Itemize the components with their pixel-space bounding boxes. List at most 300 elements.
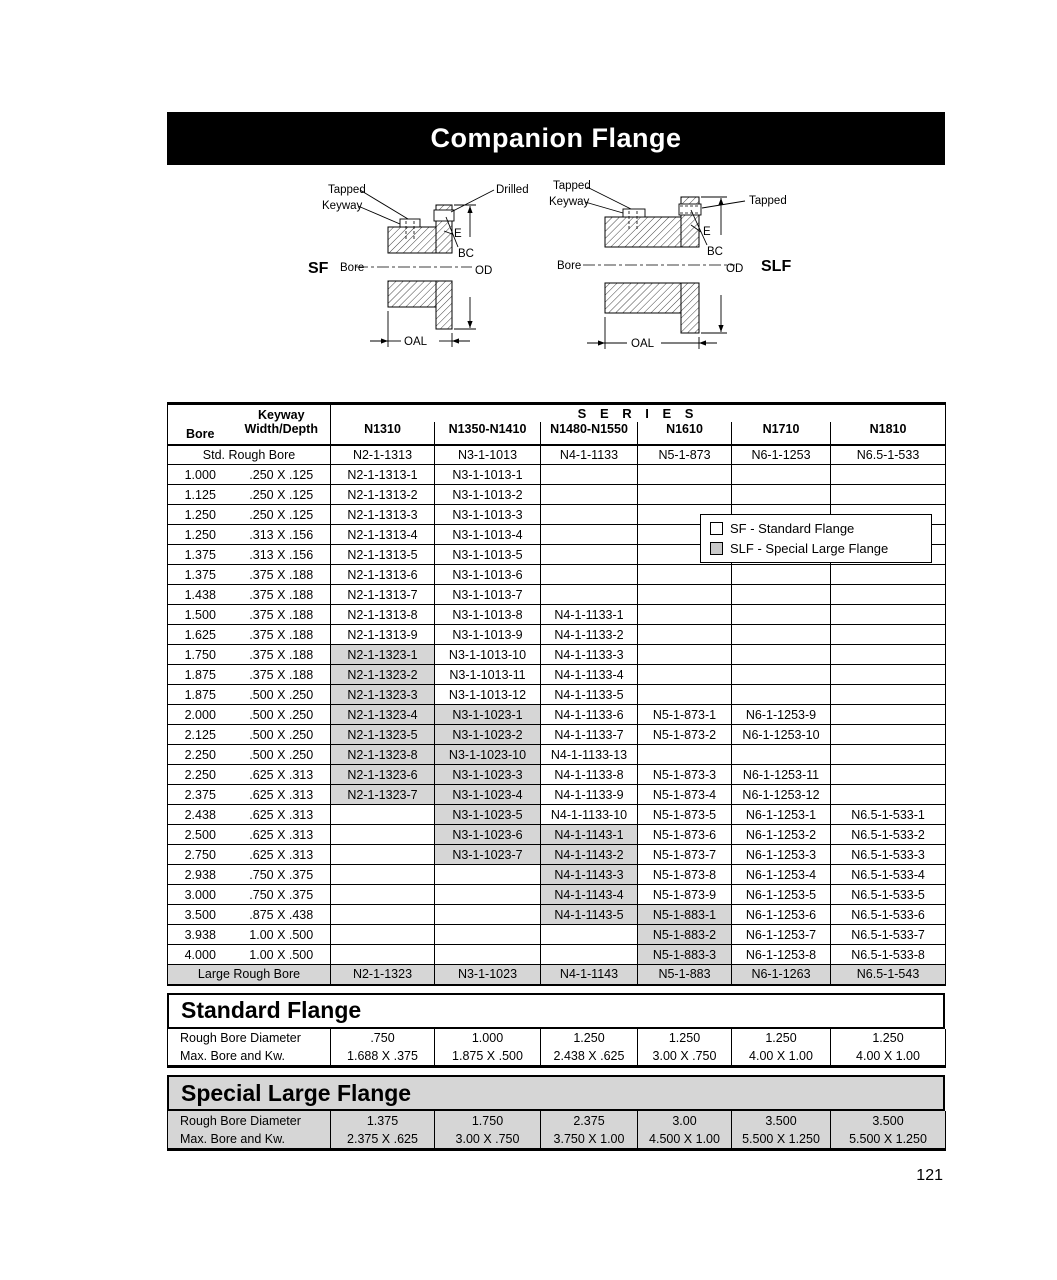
slf-keyway-label: Keyway xyxy=(549,196,590,208)
flange-value-cell: 2.438 X .625 xyxy=(541,1048,638,1067)
part-cell xyxy=(831,765,946,785)
column-names-row xyxy=(168,422,946,445)
part-cell: N4-1-1133-3 xyxy=(541,645,638,665)
sf-hub-section xyxy=(388,281,436,307)
series-col-header: N1810 xyxy=(831,422,946,445)
flange-value-cell: 3.00 X .750 xyxy=(435,1130,541,1149)
bore-cell: 2.125 xyxy=(168,725,233,745)
sf-name-label: SF xyxy=(308,260,329,277)
series-header-row xyxy=(168,404,946,422)
part-cell: N3-1-1023-1 xyxy=(435,705,541,725)
part-cell xyxy=(732,585,831,605)
part-cell xyxy=(732,565,831,585)
table-row xyxy=(168,685,946,705)
part-cell: N2-1-1323-7 xyxy=(331,785,435,805)
part-cell: N5-1-883-3 xyxy=(638,945,732,965)
part-cell: N3-1-1013-5 xyxy=(435,545,541,565)
part-cell: N2-1-1313 xyxy=(331,445,435,465)
part-cell: N6.5-1-533-6 xyxy=(831,905,946,925)
part-cell xyxy=(638,645,732,665)
part-cell: N4-1-1143-5 xyxy=(541,905,638,925)
part-cell: N6.5-1-533 xyxy=(831,445,946,465)
part-cell xyxy=(732,625,831,645)
part-cell xyxy=(732,605,831,625)
flange-value-cell: 1.000 xyxy=(435,1029,541,1048)
sf-e-label: E xyxy=(454,228,462,240)
sf-flange-diagram xyxy=(300,179,580,357)
table-row xyxy=(168,765,946,785)
keyway-cell: .625 X .313 xyxy=(233,785,331,805)
special-large-flange-heading-text: Special Large Flange xyxy=(181,1079,412,1106)
part-cell: N6-1-1253-1 xyxy=(732,805,831,825)
leader-line xyxy=(587,187,631,209)
flange-spec-row xyxy=(168,1048,946,1067)
part-cell xyxy=(732,645,831,665)
part-cell: N2-1-1323-4 xyxy=(331,705,435,725)
part-cell: N5-1-873-1 xyxy=(638,705,732,725)
part-cell: N2-1-1323-6 xyxy=(331,765,435,785)
bore-label-cell: Large Rough Bore xyxy=(168,965,331,985)
part-cell xyxy=(732,485,831,505)
table-row xyxy=(168,805,946,825)
flange-value-cell: 2.375 xyxy=(541,1111,638,1130)
standard-flange-values xyxy=(168,1029,946,1067)
flange-value-cell: 5.500 X 1.250 xyxy=(831,1130,946,1149)
part-cell: N3-1-1023 xyxy=(435,965,541,985)
keyway-cell: .250 X .125 xyxy=(233,465,331,485)
part-cell xyxy=(831,465,946,485)
part-cell: N4-1-1133-13 xyxy=(541,745,638,765)
table-row xyxy=(168,865,946,885)
bore-cell: 1.750 xyxy=(168,645,233,665)
table-row xyxy=(168,605,946,625)
part-cell: N6.5-1-533-1 xyxy=(831,805,946,825)
part-cell: N2-1-1323-1 xyxy=(331,645,435,665)
flange-value-cell: .750 xyxy=(331,1029,435,1048)
part-cell xyxy=(435,905,541,925)
bore-cell: 2.000 xyxy=(168,705,233,725)
special-large-flange-table xyxy=(167,1111,946,1151)
part-cell: N2-1-1313-8 xyxy=(331,605,435,625)
part-cell xyxy=(732,465,831,485)
part-cell: N5-1-873-8 xyxy=(638,865,732,885)
part-cell xyxy=(831,745,946,765)
page-title-text: Companion Flange xyxy=(430,123,682,153)
flange-spec-row xyxy=(168,1111,946,1130)
bore-cell: 1.375 xyxy=(168,545,233,565)
table-row xyxy=(168,625,946,645)
part-cell xyxy=(831,785,946,805)
part-cell: N6-1-1253-4 xyxy=(732,865,831,885)
part-cell: N5-1-883 xyxy=(638,965,732,985)
keyway-cell: .375 X .188 xyxy=(233,565,331,585)
part-cell: N3-1-1013-10 xyxy=(435,645,541,665)
part-cell: N5-1-873-5 xyxy=(638,805,732,825)
flange-row-label: Rough Bore Diameter xyxy=(168,1111,331,1130)
part-cell xyxy=(331,805,435,825)
part-cell xyxy=(435,865,541,885)
part-cell: N3-1-1013-3 xyxy=(435,505,541,525)
part-cell xyxy=(638,485,732,505)
part-cell: N3-1-1013-4 xyxy=(435,525,541,545)
part-cell: N5-1-873-2 xyxy=(638,725,732,745)
flange-value-cell: 3.750 X 1.00 xyxy=(541,1130,638,1149)
bore-cell: 3.500 xyxy=(168,905,233,925)
part-cell: N2-1-1323-2 xyxy=(331,665,435,685)
table-row xyxy=(168,665,946,685)
part-cell: N3-1-1013-9 xyxy=(435,625,541,645)
part-cell: N3-1-1013-8 xyxy=(435,605,541,625)
part-cell xyxy=(831,685,946,705)
standard-flange-table xyxy=(167,1029,946,1069)
table-row xyxy=(168,965,946,985)
content-block xyxy=(167,112,945,1185)
leader-line xyxy=(451,190,494,212)
part-cell xyxy=(541,465,638,485)
part-cell xyxy=(435,925,541,945)
part-cell: N5-1-873-3 xyxy=(638,765,732,785)
part-cell: N6-1-1263 xyxy=(732,965,831,985)
keyway-column-header-line2: Width/Depth xyxy=(233,422,331,445)
keyway-cell: .375 X .188 xyxy=(233,605,331,625)
part-cell: N3-1-1023-10 xyxy=(435,745,541,765)
part-cell: N4-1-1133-10 xyxy=(541,805,638,825)
series-header: S E R I E S xyxy=(331,404,946,422)
standard-flange-heading-text: Standard Flange xyxy=(181,997,362,1023)
slf-hub-section xyxy=(605,283,681,313)
part-cell: N6-1-1253-6 xyxy=(732,905,831,925)
part-cell xyxy=(638,605,732,625)
bore-cell: 2.500 xyxy=(168,825,233,845)
keyway-cell: .875 X .438 xyxy=(233,905,331,925)
series-col-header: N1610 xyxy=(638,422,732,445)
bore-cell: 1.875 xyxy=(168,665,233,685)
keyway-cell: .375 X .188 xyxy=(233,645,331,665)
part-cell xyxy=(831,605,946,625)
part-cell xyxy=(331,885,435,905)
table-row xyxy=(168,785,946,805)
bore-cell: 1.125 xyxy=(168,485,233,505)
sf-oal-label: OAL xyxy=(404,336,428,348)
sf-tapped-label: Tapped xyxy=(328,184,366,196)
part-cell: N6-1-1253-5 xyxy=(732,885,831,905)
bore-cell: 1.875 xyxy=(168,685,233,705)
slf-tapped-top-label: Tapped xyxy=(553,180,591,192)
keyway-cell: .500 X .250 xyxy=(233,725,331,745)
part-cell xyxy=(638,465,732,485)
table-row xyxy=(168,485,946,505)
leader-line xyxy=(358,206,400,224)
part-cell xyxy=(831,585,946,605)
keyway-cell: .375 X .188 xyxy=(233,625,331,645)
flange-value-cell: 1.250 xyxy=(541,1029,638,1048)
sf-flange-section xyxy=(436,281,452,329)
part-cell: N5-1-873-9 xyxy=(638,885,732,905)
part-cell xyxy=(732,685,831,705)
part-cell: N2-1-1313-9 xyxy=(331,625,435,645)
part-cell: N2-1-1313-6 xyxy=(331,565,435,585)
part-cell xyxy=(831,645,946,665)
sf-od-label: OD xyxy=(475,265,493,277)
keyway-cell: .625 X .313 xyxy=(233,805,331,825)
part-cell xyxy=(541,525,638,545)
part-cell xyxy=(331,845,435,865)
part-cell xyxy=(541,505,638,525)
table-row xyxy=(168,705,946,725)
series-col-header: N1710 xyxy=(732,422,831,445)
part-cell: N3-1-1013-2 xyxy=(435,485,541,505)
diagram-area xyxy=(167,165,945,402)
legend-item-slf xyxy=(710,541,922,556)
table-row xyxy=(168,905,946,925)
bore-cell: 3.938 xyxy=(168,925,233,945)
part-cell xyxy=(831,665,946,685)
part-cell: N2-1-1313-4 xyxy=(331,525,435,545)
series-col-header: N1310 xyxy=(331,422,435,445)
keyway-cell: 1.00 X .500 xyxy=(233,925,331,945)
flange-value-cell: 3.00 X .750 xyxy=(638,1048,732,1067)
flange-value-cell: 4.00 X 1.00 xyxy=(831,1048,946,1067)
bore-label-cell: Std. Rough Bore xyxy=(168,445,331,465)
sf-swatch-icon xyxy=(710,522,723,535)
part-cell xyxy=(638,665,732,685)
bore-cell: 2.938 xyxy=(168,865,233,885)
bore-cell: 1.500 xyxy=(168,605,233,625)
part-cell: N6-1-1253-7 xyxy=(732,925,831,945)
leader-line xyxy=(585,202,623,213)
part-cell: N3-1-1013-7 xyxy=(435,585,541,605)
part-cell: N6.5-1-533-7 xyxy=(831,925,946,945)
part-cell: N2-1-1323-3 xyxy=(331,685,435,705)
bore-cell: 1.438 xyxy=(168,585,233,605)
part-cell: N6-1-1253-10 xyxy=(732,725,831,745)
slf-od-label: OD xyxy=(726,263,744,275)
part-cell: N5-1-873 xyxy=(638,445,732,465)
table-row xyxy=(168,565,946,585)
bore-cell: 2.375 xyxy=(168,785,233,805)
part-cell: N6-1-1253-3 xyxy=(732,845,831,865)
series-col-header: N1480-N1550 xyxy=(541,422,638,445)
bore-cell: 2.750 xyxy=(168,845,233,865)
part-cell: N2-1-1313-7 xyxy=(331,585,435,605)
part-cell: N4-1-1143-3 xyxy=(541,865,638,885)
part-cell: N3-1-1023-7 xyxy=(435,845,541,865)
table-row xyxy=(168,445,946,465)
part-cell: N4-1-1133-6 xyxy=(541,705,638,725)
flange-value-cell: 3.500 xyxy=(831,1111,946,1130)
slf-e-label: E xyxy=(703,226,711,238)
table-row xyxy=(168,825,946,845)
table-row xyxy=(168,885,946,905)
leader-line xyxy=(702,201,745,208)
part-cell: N6.5-1-533-8 xyxy=(831,945,946,965)
part-cell: N4-1-1143-4 xyxy=(541,885,638,905)
part-cell xyxy=(831,565,946,585)
flange-value-cell: 4.00 X 1.00 xyxy=(732,1048,831,1067)
flange-row-label: Max. Bore and Kw. xyxy=(168,1130,331,1149)
part-cell xyxy=(541,585,638,605)
part-cell xyxy=(831,705,946,725)
flange-value-cell: 1.375 xyxy=(331,1111,435,1130)
bore-cell: 1.000 xyxy=(168,465,233,485)
table-row xyxy=(168,725,946,745)
keyway-cell: .625 X .313 xyxy=(233,765,331,785)
part-cell xyxy=(831,725,946,745)
keyway-cell: .500 X .250 xyxy=(233,745,331,765)
keyway-cell: 1.00 X .500 xyxy=(233,945,331,965)
legend-item-sf xyxy=(710,521,922,536)
part-cell xyxy=(638,625,732,645)
slf-hub-section xyxy=(605,217,681,247)
slf-flange-section xyxy=(681,283,699,333)
sf-keyway-label: Keyway xyxy=(322,200,363,212)
part-cell xyxy=(541,925,638,945)
slf-bc-label: BC xyxy=(707,246,723,258)
sf-bore-label: Bore xyxy=(340,262,365,274)
part-cell xyxy=(732,745,831,765)
bore-cell: 3.000 xyxy=(168,885,233,905)
part-cell: N2-1-1323 xyxy=(331,965,435,985)
part-cell: N5-1-883-2 xyxy=(638,925,732,945)
part-cell: N3-1-1013-11 xyxy=(435,665,541,685)
part-cell: N4-1-1133-9 xyxy=(541,785,638,805)
sf-bc-label: BC xyxy=(458,248,474,260)
slf-bore-label: Bore xyxy=(557,260,582,272)
part-cell: N6.5-1-533-5 xyxy=(831,885,946,905)
table-row xyxy=(168,645,946,665)
part-cell xyxy=(638,585,732,605)
flange-value-cell: 1.688 X .375 xyxy=(331,1048,435,1067)
part-cell: N4-1-1133-8 xyxy=(541,765,638,785)
part-cell: N4-1-1133-2 xyxy=(541,625,638,645)
page-title xyxy=(167,112,945,165)
part-cell: N4-1-1143-1 xyxy=(541,825,638,845)
table-row xyxy=(168,925,946,945)
table-row xyxy=(168,745,946,765)
slf-name-label: SLF xyxy=(761,258,792,275)
part-cell: N2-1-1313-3 xyxy=(331,505,435,525)
part-cell: N4-1-1133-4 xyxy=(541,665,638,685)
part-cell: N2-1-1313-1 xyxy=(331,465,435,485)
bore-cell: 2.250 xyxy=(168,765,233,785)
part-cell xyxy=(435,945,541,965)
flange-value-cell: 5.500 X 1.250 xyxy=(732,1130,831,1149)
part-cell xyxy=(541,945,638,965)
flange-spec-row xyxy=(168,1029,946,1048)
keyway-cell: .750 X .375 xyxy=(233,885,331,905)
flange-legend xyxy=(700,514,932,563)
page-number: 121 xyxy=(916,1166,943,1184)
sf-keyway xyxy=(400,219,420,227)
bore-cell: 1.625 xyxy=(168,625,233,645)
table-header xyxy=(168,404,946,445)
part-cell: N4-1-1133-5 xyxy=(541,685,638,705)
flange-value-cell: 3.00 xyxy=(638,1111,732,1130)
bore-cell: 1.375 xyxy=(168,565,233,585)
part-cell xyxy=(331,825,435,845)
part-cell: N3-1-1013-12 xyxy=(435,685,541,705)
part-cell: N3-1-1023-5 xyxy=(435,805,541,825)
part-cell xyxy=(831,625,946,645)
part-cell: N6-1-1253-9 xyxy=(732,705,831,725)
slf-tapped-right-label: Tapped xyxy=(749,195,787,207)
keyway-cell: .250 X .125 xyxy=(233,485,331,505)
flange-value-cell: 1.250 xyxy=(638,1029,732,1048)
keyway-cell: .625 X .313 xyxy=(233,825,331,845)
flange-value-cell: 1.250 xyxy=(732,1029,831,1048)
keyway-cell: .500 X .250 xyxy=(233,705,331,725)
part-cell: N6.5-1-533-3 xyxy=(831,845,946,865)
part-cell xyxy=(331,905,435,925)
part-cell xyxy=(831,485,946,505)
part-cell: N2-1-1323-5 xyxy=(331,725,435,745)
slf-keyway xyxy=(623,209,645,217)
part-cell xyxy=(638,745,732,765)
keyway-cell: .313 X .156 xyxy=(233,525,331,545)
part-cell xyxy=(331,925,435,945)
slf-swatch-icon xyxy=(710,542,723,555)
slf-flange-diagram xyxy=(539,177,839,355)
bore-cell: 4.000 xyxy=(168,945,233,965)
part-cell xyxy=(331,865,435,885)
keyway-cell: .250 X .125 xyxy=(233,505,331,525)
keyway-cell: .750 X .375 xyxy=(233,865,331,885)
part-cell: N4-1-1133-1 xyxy=(541,605,638,625)
part-cell: N4-1-1133-7 xyxy=(541,725,638,745)
part-cell: N5-1-873-7 xyxy=(638,845,732,865)
flange-value-cell: 1.750 xyxy=(435,1111,541,1130)
part-cell: N3-1-1023-4 xyxy=(435,785,541,805)
table-row xyxy=(168,945,946,965)
part-cell: N3-1-1013-1 xyxy=(435,465,541,485)
table-row xyxy=(168,845,946,865)
part-cell: N2-1-1323-8 xyxy=(331,745,435,765)
flange-value-cell: 1.250 xyxy=(831,1029,946,1048)
bore-cell: 1.250 xyxy=(168,505,233,525)
slf-oal-label: OAL xyxy=(631,338,655,350)
part-cell: N6-1-1253-12 xyxy=(732,785,831,805)
part-cell xyxy=(435,885,541,905)
keyway-cell: .375 X .188 xyxy=(233,665,331,685)
part-cell: N6-1-1253-2 xyxy=(732,825,831,845)
part-cell xyxy=(638,685,732,705)
part-cell xyxy=(638,565,732,585)
part-cell xyxy=(541,545,638,565)
leader-line xyxy=(360,190,408,219)
part-cell xyxy=(541,485,638,505)
part-cell xyxy=(331,945,435,965)
keyway-cell: .313 X .156 xyxy=(233,545,331,565)
part-cell: N4-1-1133 xyxy=(541,445,638,465)
bore-cell: 2.250 xyxy=(168,745,233,765)
sf-drilled-label: Drilled xyxy=(496,184,529,196)
special-large-flange-heading xyxy=(167,1075,945,1111)
part-cell: N6.5-1-533-2 xyxy=(831,825,946,845)
flange-row-label: Max. Bore and Kw. xyxy=(180,1049,285,1064)
part-cell: N6-1-1253 xyxy=(732,445,831,465)
part-cell xyxy=(541,565,638,585)
bore-column-header: Bore xyxy=(168,404,233,445)
part-cell: N5-1-883-1 xyxy=(638,905,732,925)
flange-spec-row xyxy=(168,1130,946,1149)
series-col-header: N1350-N1410 xyxy=(435,422,541,445)
keyway-cell: .375 X .188 xyxy=(233,585,331,605)
part-cell: N3-1-1023-2 xyxy=(435,725,541,745)
legend-sf-label: SF - Standard Flange xyxy=(730,521,855,536)
flange-row-label: Rough Bore Diameter xyxy=(180,1031,301,1045)
part-cell: N4-1-1143 xyxy=(541,965,638,985)
flange-value-cell: 1.875 X .500 xyxy=(435,1048,541,1067)
